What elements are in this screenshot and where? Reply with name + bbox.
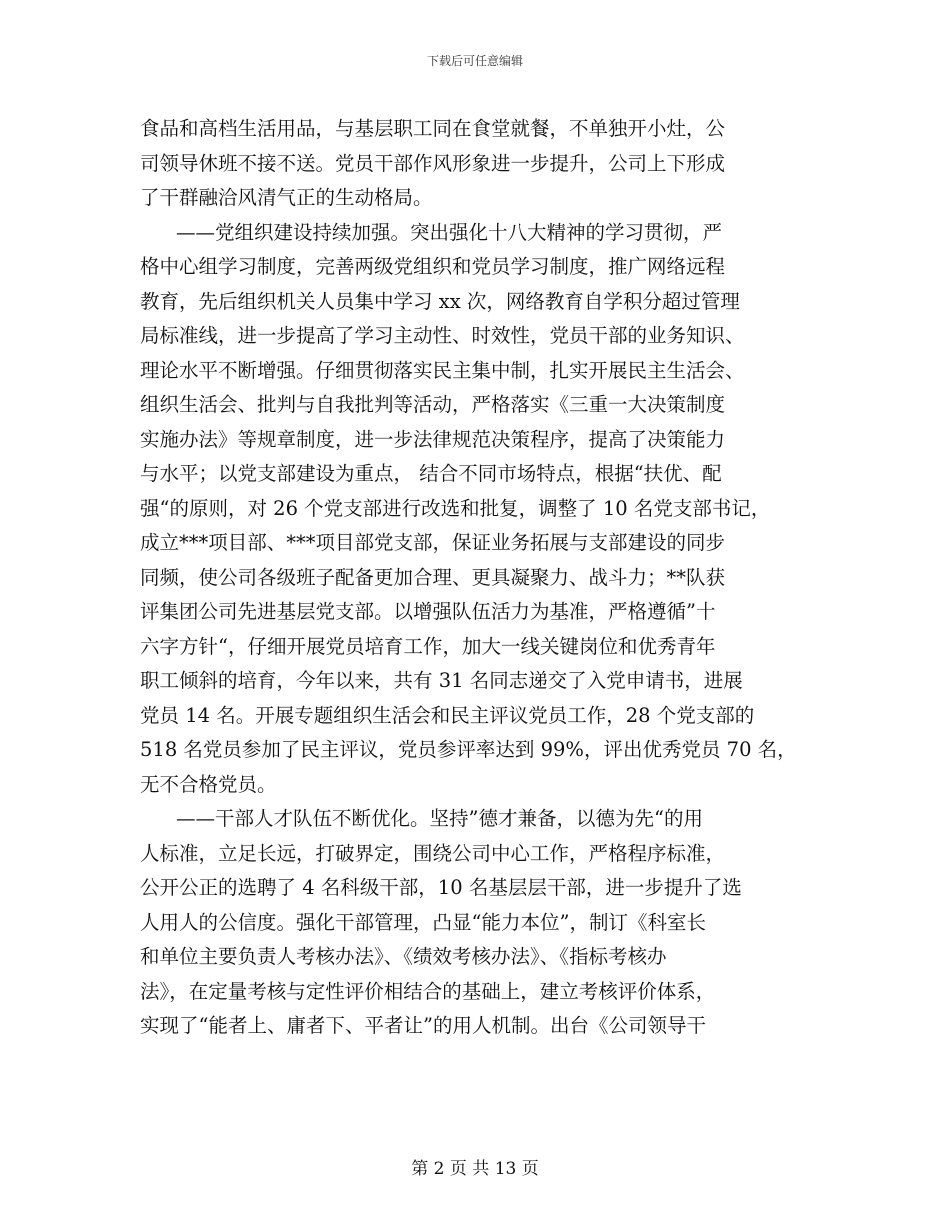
text-line: 六字方针“，仔细开展党员培育工作，加大一线关键岗位和优秀青年 (140, 634, 716, 658)
text-line: 人用人的公信度。强化干部管理，凸显“能力本位”，制订《科室长 (140, 910, 706, 934)
text-line: 人标准，立足长远，打破界定，围绕公司中心工作，严格程序标准， (140, 841, 726, 865)
text-line: 518 名党员参加了民主评议，党员参评率达到 99%，评出优秀党员 70 名， (140, 738, 797, 761)
text-line: 食品和高档生活用品，与基层职工同在食堂就餐，不单独开小灶，公 (140, 117, 726, 140)
text-line: 了干群融洽风清气正的生动格局。 (140, 186, 433, 209)
paragraph-start-line: ——党组织建设持续加强。突出强化十八大精神的学习贯彻，严 (176, 220, 723, 244)
text-line: 职工倾斜的培育，今年以来，共有 31 名同志递交了入党申请书，进展 (140, 669, 743, 692)
page-header: 下载后可任意编辑 (426, 54, 523, 68)
text-line: 与水平；以党支部建设为重点， 结合不同市场特点，根据“扶优、配 (140, 462, 722, 485)
text-line: 局标准线，进一步提高了学习主动性、时效性，党员干部的业务知识、 (140, 324, 745, 347)
text-line: 教育，先后组织机关人员集中学习 xx 次，网络教育自学积分超过管理 (140, 289, 740, 313)
text-line: 司领导休班不接不送。党员干部作风形象进一步提升，公司上下形成 (140, 151, 726, 175)
text-line: 成立***项目部、***项目部党支部，保证业务拓展与支部建设的同步 (140, 531, 726, 554)
paragraph-start-line: ——干部人才队伍不断优化。坚持”德才兼备，以德为先“的用 (176, 807, 703, 830)
text-line: 评集团公司先进基层党支部。以增强队伍活力为基准，严格遵循”十 (140, 600, 716, 623)
text-line: 强“的原则，对 26 个党支部进行改选和批复，调整了 10 名党支部书记， (140, 496, 771, 520)
text-line: 实现了“能者上、庸者下、平者让”的用人机制。出台《公司领导干 (140, 1014, 706, 1037)
text-line: 和单位主要负责人考核办法》、《绩效考核办法》、《指标考核办 (140, 945, 667, 968)
text-line: 公开公正的选聘了 4 名科级干部，10 名基层层干部，进一步提升了选 (140, 876, 742, 899)
text-line: 同频，使公司各级班子配备更加合理、更具凝聚力、战斗力；**队获 (140, 565, 726, 589)
text-line: 实施办法》等规章制度，进一步法律规范决策程序，提高了决策能力 (140, 427, 726, 451)
text-line: 格中心组学习制度，完善两级党组织和党员学习制度，推广网络远程 (140, 255, 726, 278)
document-body (140, 112, 830, 1044)
page-footer: 第 2 页 共 13 页 (411, 1159, 539, 1179)
text-line: 法》，在定量考核与定性评价相结合的基础上，建立考核评价体系， (140, 979, 716, 1003)
text-line: 无不合格党员。 (140, 772, 277, 796)
text-line: 组织生活会、批判与自我批判等活动，严格落实《三重一大决策制度 (140, 393, 726, 416)
text-line: 党员 14 名。开展专题组织生活会和民主评议党员工作，28 个党支部的 (140, 703, 755, 727)
text-line: 理论水平不断增强。仔细贯彻落实民主集中制，扎实开展民主生活会、 (140, 358, 745, 382)
